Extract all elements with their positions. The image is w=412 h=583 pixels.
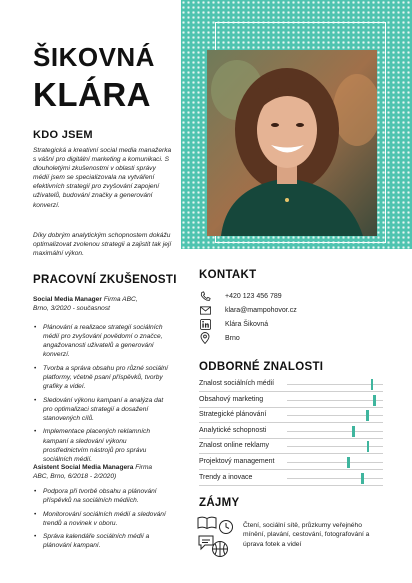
hobbies-heading: ZÁJMY: [199, 497, 240, 509]
list-item: • Plánování a realizace strategií sociálních médií pro zvyšování povědomí o značce, angažovanosti uživatelů a generování konverzí.: [33, 323, 173, 359]
phone-text: +420 123 456 789: [225, 292, 282, 300]
skill-label: Strategické plánování: [199, 411, 267, 419]
job-1-duties: [33, 323, 173, 468]
skill-level-marker: [347, 457, 350, 468]
skill-row: [199, 455, 383, 470]
hobbies-text: Čtení, sociální sítě, průzkumy veřejného mínění, plavání, cestování, fotografování a úprava fotek a videí: [243, 522, 370, 548]
list-item: • Monitorování sociálních médií a sledování trendů a novinek v oboru.: [33, 510, 173, 528]
skill-label: Znalost online reklamy: [199, 442, 270, 450]
job-role: Asistent Social Media Managera: [33, 464, 134, 471]
contact-location: [199, 332, 240, 344]
clock-icon: [220, 521, 233, 534]
list-item: • Tvorba a správa obsahu pro různé sociální platformy, včetně psaní příspěvků, tvorby grafiky a videí.: [33, 364, 173, 391]
skill-track: [287, 431, 383, 432]
list-item: • Správa kalendáře sociálních médií a plánování kampaní.: [33, 532, 173, 550]
skill-track: [287, 384, 383, 385]
envelope-icon: [199, 304, 211, 316]
skill-label: Trendy a inovace: [199, 473, 253, 481]
skill-level-marker: [371, 379, 374, 390]
skill-row: [199, 377, 383, 392]
skill-label: Znalost sociálních médií: [199, 380, 275, 387]
location-text: Brno: [225, 334, 240, 342]
experience-heading: PRACOVNÍ ZKUŠENOSTI: [33, 274, 177, 286]
contact-email[interactable]: [199, 304, 297, 316]
linkedin-icon: [199, 318, 211, 330]
skill-row: [199, 471, 383, 486]
job-company: Firma: [135, 464, 153, 471]
skill-level-marker: [352, 426, 355, 437]
list-item: • Implementace placených reklamních kampaní a sledování výkonu prostřednictvím nástrojů pro správu sociálních médií.: [33, 427, 173, 463]
job-title-1: [33, 295, 183, 313]
contact-phone: [199, 290, 282, 302]
contact-linkedin[interactable]: [199, 318, 268, 330]
last-name: KLÁRA: [33, 76, 151, 113]
contact-heading: KONTAKT: [199, 269, 257, 281]
phone-icon: [199, 290, 211, 302]
skill-row: [199, 424, 383, 439]
email-text: klara@mampohovor.cz: [225, 306, 297, 314]
about-heading: KDO JSEM: [33, 129, 93, 141]
list-item: • Sledování výkonu kampaní a analýza dat pro optimalizaci strategií a dosažení stanovených cílů.: [33, 396, 173, 423]
skills-heading: ODBORNÉ ZNALOSTI: [199, 361, 324, 373]
skill-track: [287, 478, 383, 479]
skill-track: [287, 400, 383, 401]
skill-row: [199, 408, 383, 423]
skill-row: [199, 439, 383, 454]
job-role: Social Media Manager: [33, 296, 102, 303]
speech-bubble-icon: [199, 536, 213, 549]
hobbies-illustration: [196, 514, 234, 558]
skill-level-marker: [366, 410, 369, 421]
profile-photo: [207, 50, 377, 236]
skill-row: [199, 393, 383, 408]
location-pin-icon: [199, 332, 211, 344]
skill-label: Obsahový marketing: [199, 395, 264, 403]
job-company: Firma ABC,: [103, 296, 138, 303]
skill-track: [287, 415, 383, 416]
skill-level-marker: [367, 441, 370, 452]
first-name: ŠIKOVNÁ: [33, 42, 155, 72]
basketball-icon: [213, 542, 228, 557]
skill-label: Analytické schopnosti: [199, 426, 267, 434]
linkedin-text: Klára Šikovná: [225, 320, 269, 328]
job-title-2: [33, 463, 183, 481]
skill-level-marker: [361, 473, 364, 484]
job-period: ABC, Brno, 6/2018 - 2/2020): [33, 473, 117, 481]
skill-level-marker: [373, 395, 376, 406]
skill-label: Projektový management: [199, 458, 275, 465]
about-paragraph-1: Strategická a kreativní social media manažerka s vášní pro digitální marketing a komunikaci. S dlouholetými zkušenostmi v oblasti správy médií jsem se specializovala na vytváření efektivních strategií pro zvyšování zapojení uživatelů, budování značky a generování konverzí.: [33, 147, 172, 209]
list-item: • Podpora při tvorbě obsahu a plánování příspěvků na sociálních médiích.: [33, 487, 173, 505]
job-2-duties: [33, 487, 173, 555]
skill-track: [287, 462, 383, 463]
job-period: Brno, 3/2020 - současnost: [33, 305, 110, 313]
about-paragraph-2: Díky dobrým analytickým schopnostem dokážu optimalizovat zvolenou strategii a zajistit tak její maximální výkon.: [33, 232, 172, 258]
book-icon: [198, 517, 216, 528]
